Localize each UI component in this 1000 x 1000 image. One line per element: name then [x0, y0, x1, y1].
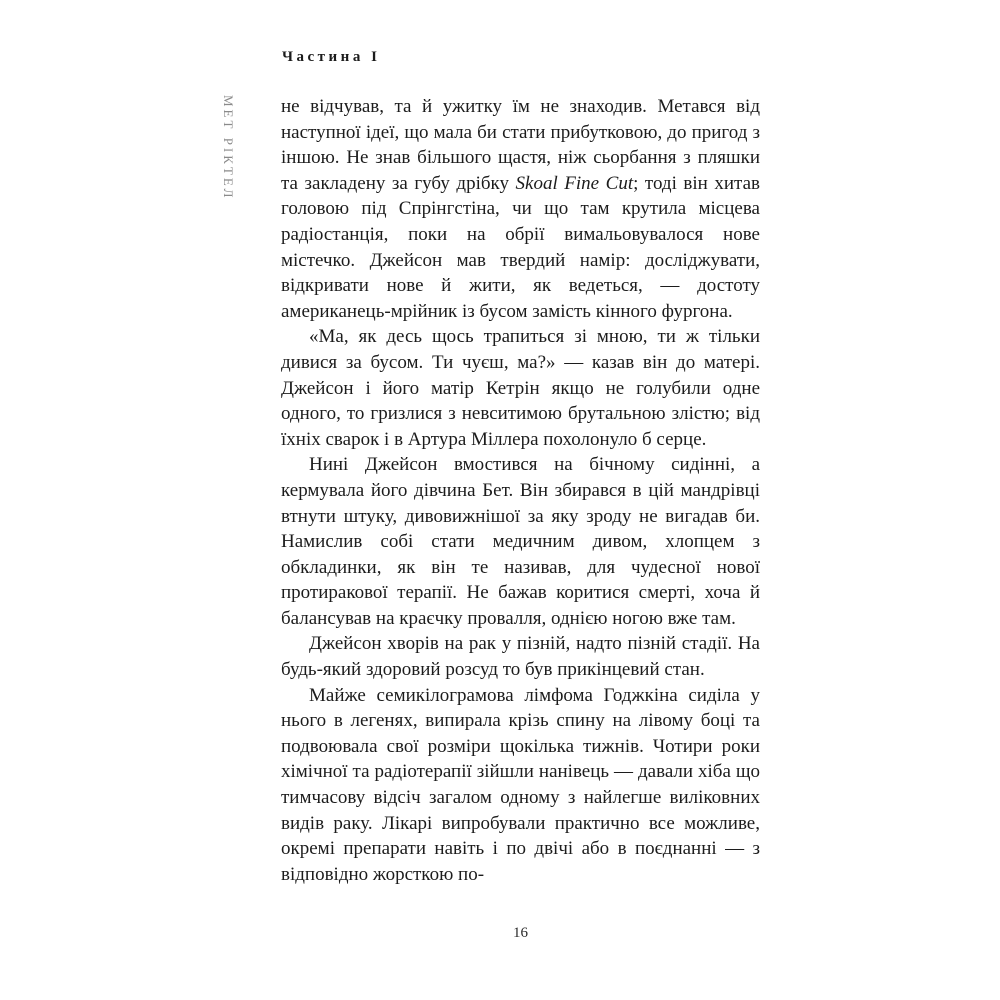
- body-text: [281, 94, 760, 887]
- paragraph: Нині Джейсон вмостився на бічному сидінні, а кермувала його дівчина Бет. Він збирався в цій мандрівці втнути штуку, дивовижнішої за яку зроду не вигадав би. Намислив собі стати медичним дивом, хлопцем з обкладинки, як він те називав, для чудесної нової протиракової терапії. Не бажав коритися смерті, хоча й балансував на краєчку провалля, однією ногою вже там.: [281, 454, 760, 629]
- paragraph-text: ; тоді він хитав головою під Спрінгстіна, чи що там крутила місцева радіостанція, поки на обрії вимальовувалося нове містечко. Джейсон мав твердий намір: досліджувати, відкривати нове й жити, як ведеться, — достоту американець-мрійник із бусом замість кінного фургона.: [281, 172, 760, 322]
- paragraph: [281, 94, 760, 324]
- paragraph: Майже семикілограмова лімфома Годжкіна сиділа у нього в легенях, випирала крізь спину на лівому боці та подвоювала свої розміри щокілька тижнів. Чотири роки хімічної та радіотерапії зійшли нанівець — давали хіба що тимчасову відсіч загалом одному з найлегше виліковних видів раку. Лікарі випробували практично все можливе, окремі препарати навіть і по двічі або в поєднанні — з відповідно жорсткою по-: [281, 684, 760, 885]
- paragraph-text: не відчував, та й ужитку їм не знаходив. Метався від наступної ідеї, що мала би стати прибутковою, до пригод з іншою. Не знав більшого щастя, ніж сьорбання з пляшки та закладену за губу дрібку: [281, 96, 760, 194]
- page-number: 16: [513, 925, 528, 941]
- paragraph: Джейсон хворів на рак у пізній, надто пізній стадії. На будь-який здоровий розсуд то був прикінцевий стан.: [281, 633, 760, 681]
- section-header: Частина І: [282, 49, 381, 65]
- italic-phrase: Skoal Fine Cut: [515, 172, 634, 194]
- paragraph: «Ма, як десь щось трапиться зі мною, ти ж тільки дивися за бусом. Ти чуєш, ма?» — казав він до матері. Джейсон і його матір Кетрін якщо не голубили одне одного, то гризлися з невситимою брутальною злістю; від їхніх сварок і в Артура Міллера похолонуло б серце.: [281, 326, 760, 450]
- author-name-vertical: МЕТ РІКТЕЛ: [221, 95, 236, 201]
